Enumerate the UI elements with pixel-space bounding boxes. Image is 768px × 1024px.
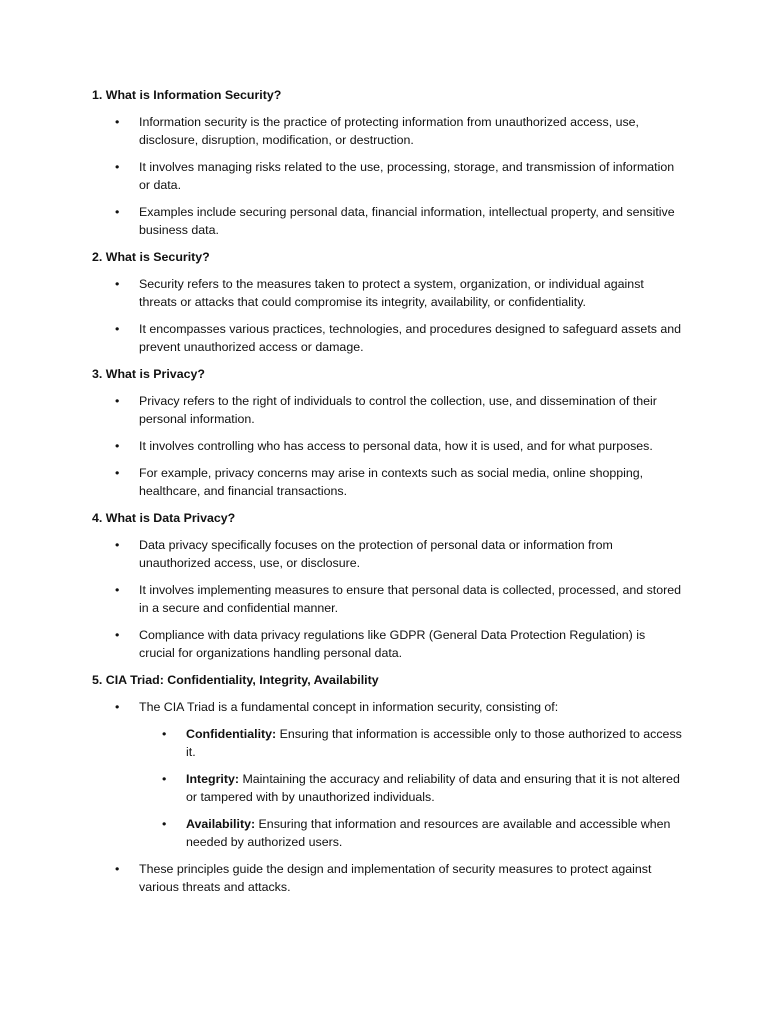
list-item: • It involves managing risks related to the use, processing, storage, and transmission of information or data. <box>139 158 682 194</box>
list-item: • Data privacy specifically focuses on the protection of personal data or information from unauthorized access, use, or disclosure. <box>139 536 682 572</box>
list-item: • Information security is the practice of protecting information from unauthorized access, use, disclosure, disruption, modification, or destruction. <box>139 113 682 149</box>
section-heading: 2. What is Security? <box>92 250 210 264</box>
list-item <box>139 698 682 851</box>
list-item: • It involves controlling who has access to personal data, how it is used, and for what purposes. <box>139 437 682 455</box>
section-heading: 5. CIA Triad: Confidentiality, Integrity, Availability <box>92 673 379 687</box>
list-item: • Examples include securing personal data, financial information, intellectual property, and sensitive business data. <box>139 203 682 239</box>
term-label: Integrity: <box>186 772 240 786</box>
section-heading: 4. What is Data Privacy? <box>92 511 236 525</box>
list-item: • It involves implementing measures to ensure that personal data is collected, processed, and stored in a secure and confidential manner. <box>139 581 682 617</box>
bullet-list <box>92 536 682 662</box>
document-body <box>92 86 682 905</box>
section-heading: 3. What is Privacy? <box>92 367 205 381</box>
nested-bullet-list <box>139 725 682 851</box>
bullet-list <box>92 275 682 356</box>
list-item: • Privacy refers to the right of individuals to control the collection, use, and dissemination of their personal information. <box>139 392 682 428</box>
bullet-list <box>92 392 682 500</box>
list-item: • These principles guide the design and implementation of security measures to protect against various threats and attacks. <box>139 860 682 896</box>
cia-item-availability <box>186 815 682 851</box>
list-item: • For example, privacy concerns may arise in contexts such as social media, online shopping, healthcare, and financial transactions. <box>139 464 682 500</box>
term-description: Ensuring that information and resources are available and accessible when needed by authorized users. <box>186 817 671 849</box>
section-heading: 1. What is Information Security? <box>92 88 282 102</box>
term-label: Availability: <box>186 817 256 831</box>
cia-intro-text: The CIA Triad is a fundamental concept in information security, consisting of: <box>139 700 559 714</box>
cia-item-confidentiality <box>186 725 682 761</box>
term-description: Maintaining the accuracy and reliability of data and ensuring that it is not altered or tampered with by unauthorized individuals. <box>186 772 680 804</box>
list-item: • Compliance with data privacy regulations like GDPR (General Data Protection Regulation) is crucial for organizations handling personal data. <box>139 626 682 662</box>
term-label: Confidentiality: <box>186 727 277 741</box>
bullet-list <box>92 113 682 239</box>
cia-item-integrity <box>186 770 682 806</box>
bullet-list <box>92 698 682 896</box>
term-description: Ensuring that information is accessible only to those authorized to access it. <box>186 727 682 759</box>
list-item: • Security refers to the measures taken to protect a system, organization, or individual against threats or attacks that could compromise its integrity, availability, or confidentiality. <box>139 275 682 311</box>
list-item: • It encompasses various practices, technologies, and procedures designed to safeguard assets and prevent unauthorized access or damage. <box>139 320 682 356</box>
